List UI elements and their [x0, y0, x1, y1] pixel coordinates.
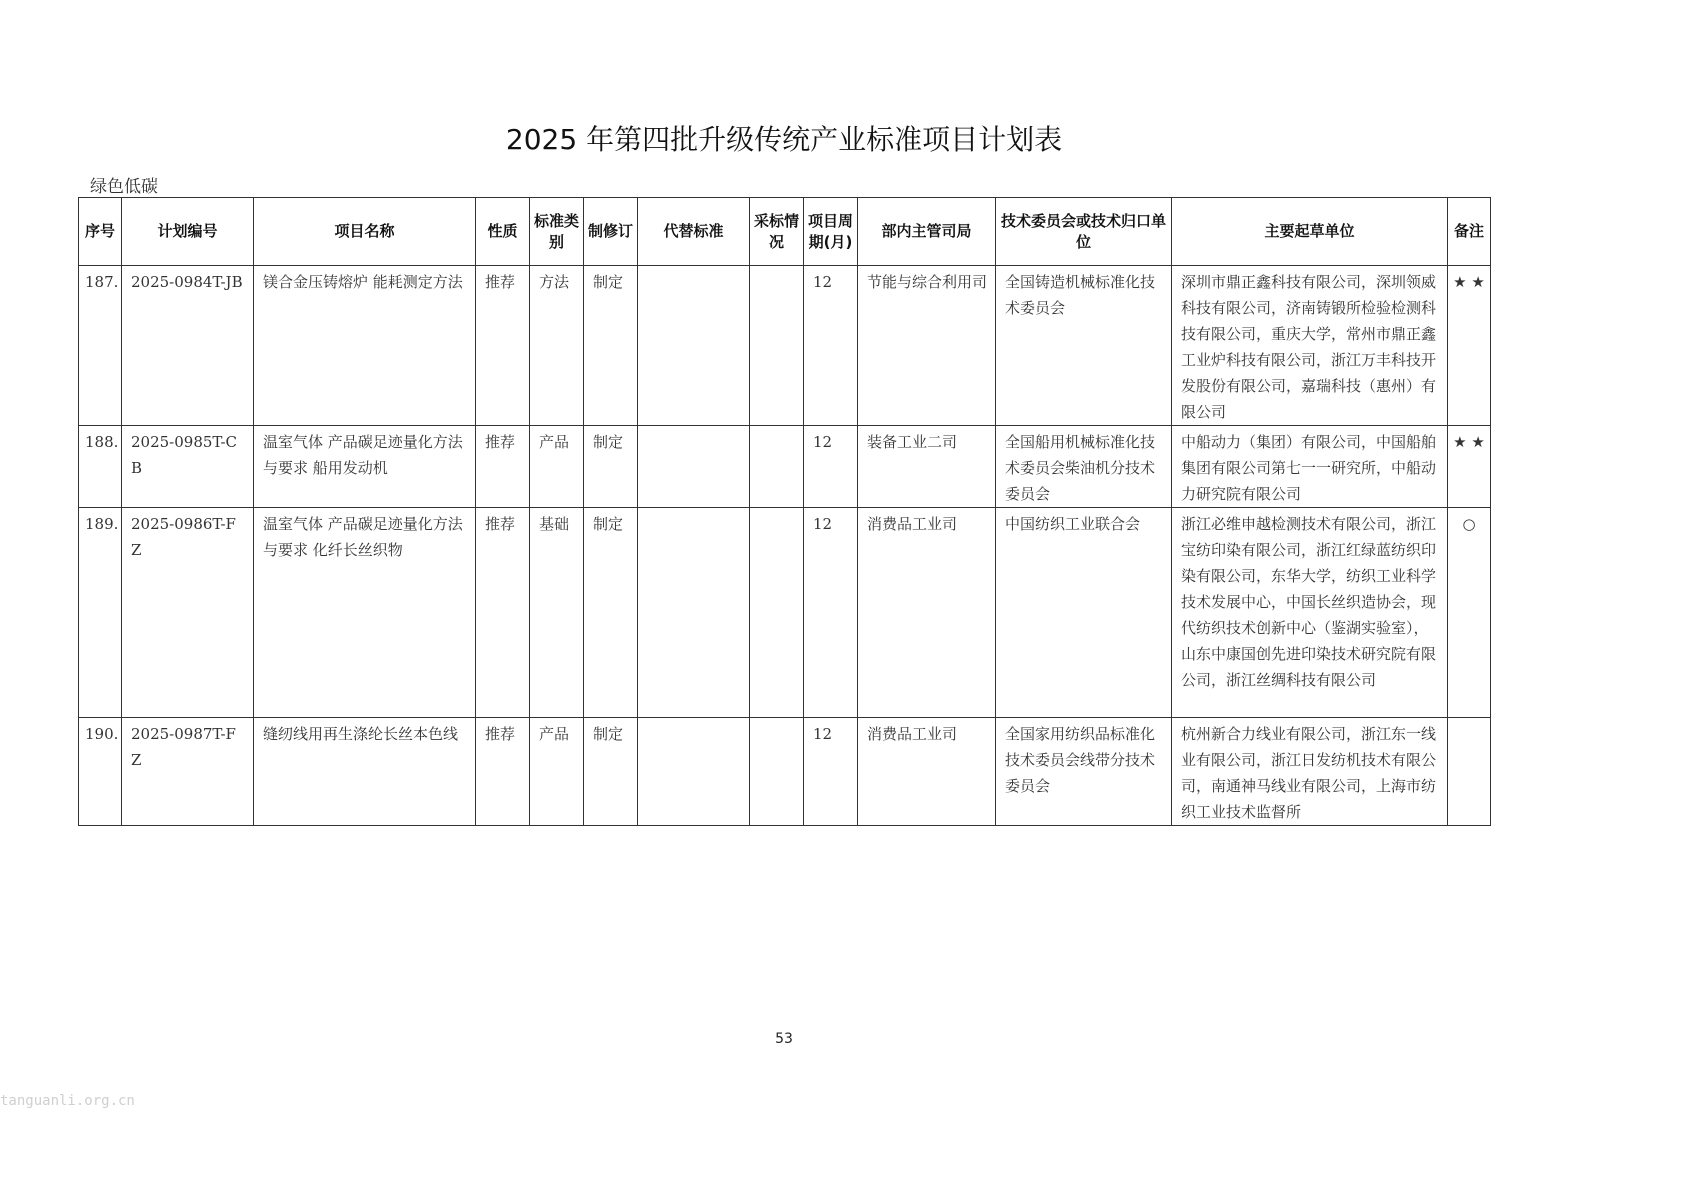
cell-period: 12: [804, 426, 858, 508]
table-header-row: [79, 198, 1491, 266]
cell-note: ★ ★: [1448, 426, 1491, 508]
cell-note: ★ ★: [1448, 266, 1491, 426]
header-cell: 主要起草单位: [1172, 198, 1448, 266]
page-number: 53: [775, 1031, 793, 1047]
cell-dept: 消费品工业司: [858, 718, 996, 826]
cell-revision: 制定: [584, 426, 638, 508]
cell-nature: 推荐: [476, 426, 530, 508]
header-cell: 部内主管司局: [858, 198, 996, 266]
cell-replace: [638, 266, 750, 426]
cell-committee: 全国船用机械标准化技术委员会柴油机分技术委员会: [996, 426, 1172, 508]
header-cell: 标准类别: [530, 198, 584, 266]
cell-type: 产品: [530, 426, 584, 508]
cell-type: 基础: [530, 508, 584, 718]
cell-nature: 推荐: [476, 266, 530, 426]
table-row: [79, 426, 1491, 508]
cell-drafters: 浙江必维申越检测技术有限公司，浙江宝纺印染有限公司，浙江红绿蓝纺织印染有限公司，东华大学，纺织工业科学技术发展中心，中国长丝织造协会，现代纺织技术创新中心（鉴湖实验室），山东中康国创先进印染技术研究院有限公司，浙江丝绸科技有限公司: [1172, 508, 1448, 718]
cell-name: 温室气体 产品碳足迹量化方法与要求 船用发动机: [254, 426, 476, 508]
cell-no: 189.: [79, 508, 122, 718]
cell-no: 187.: [79, 266, 122, 426]
cell-nature: 推荐: [476, 508, 530, 718]
cell-dept: 装备工业二司: [858, 426, 996, 508]
header-cell: 技术委员会或技术归口单位: [996, 198, 1172, 266]
cell-drafters: 深圳市鼎正鑫科技有限公司，深圳领威科技有限公司，济南铸锻所检验检测科技有限公司，重庆大学，常州市鼎正鑫工业炉科技有限公司，浙江万丰科技开发股份有限公司，嘉瑞科技（惠州）有限公司: [1172, 266, 1448, 426]
cell-type: 方法: [530, 266, 584, 426]
cell-dept: 消费品工业司: [858, 508, 996, 718]
category-label: 绿色低碳: [90, 177, 158, 197]
header-cell: 代替标准: [638, 198, 750, 266]
header-cell: 项目周期(月): [804, 198, 858, 266]
watermark: tanguanli.org.cn: [0, 1093, 135, 1109]
cell-type: 产品: [530, 718, 584, 826]
header-cell: 备注: [1448, 198, 1491, 266]
cell-replace: [638, 426, 750, 508]
cell-adopt: [750, 426, 804, 508]
cell-drafters: 杭州新合力线业有限公司，浙江东一线业有限公司，浙江日发纺机技术有限公司，南通神马线业有限公司，上海市纺织工业技术监督所: [1172, 718, 1448, 826]
cell-replace: [638, 508, 750, 718]
cell-adopt: [750, 718, 804, 826]
header-cell: 序号: [79, 198, 122, 266]
cell-period: 12: [804, 508, 858, 718]
cell-replace: [638, 718, 750, 826]
cell-drafters: 中船动力（集团）有限公司，中国船舶集团有限公司第七一一研究所，中船动力研究院有限公司: [1172, 426, 1448, 508]
cell-revision: 制定: [584, 508, 638, 718]
header-cell: 制修订: [584, 198, 638, 266]
cell-code: 2025-0986T-FZ: [122, 508, 254, 718]
cell-period: 12: [804, 718, 858, 826]
cell-no: 188.: [79, 426, 122, 508]
cell-nature: 推荐: [476, 718, 530, 826]
page-title: 2025 年第四批升级传统产业标准项目计划表: [505, 123, 1063, 156]
header-cell: 计划编号: [122, 198, 254, 266]
cell-name: 温室气体 产品碳足迹量化方法与要求 化纤长丝织物: [254, 508, 476, 718]
cell-name: 缝纫线用再生涤纶长丝本色线: [254, 718, 476, 826]
cell-committee: 中国纺织工业联合会: [996, 508, 1172, 718]
cell-note: ○: [1448, 508, 1491, 718]
cell-code: 2025-0985T-CB: [122, 426, 254, 508]
table-row: [79, 266, 1491, 426]
header-cell: 采标情况: [750, 198, 804, 266]
table-row: [79, 718, 1491, 826]
cell-revision: 制定: [584, 718, 638, 826]
header-cell: 项目名称: [254, 198, 476, 266]
cell-code: 2025-0987T-FZ: [122, 718, 254, 826]
cell-code: 2025-0984T-JB: [122, 266, 254, 426]
cell-committee: 全国家用纺织品标准化技术委员会线带分技术委员会: [996, 718, 1172, 826]
cell-note: [1448, 718, 1491, 826]
cell-period: 12: [804, 266, 858, 426]
cell-name: 镁合金压铸熔炉 能耗测定方法: [254, 266, 476, 426]
cell-committee: 全国铸造机械标准化技术委员会: [996, 266, 1172, 426]
cell-dept: 节能与综合利用司: [858, 266, 996, 426]
cell-adopt: [750, 508, 804, 718]
table-row: [79, 508, 1491, 718]
cell-revision: 制定: [584, 266, 638, 426]
cell-no: 190.: [79, 718, 122, 826]
header-cell: 性质: [476, 198, 530, 266]
cell-adopt: [750, 266, 804, 426]
standards-plan-table: [78, 197, 1491, 826]
